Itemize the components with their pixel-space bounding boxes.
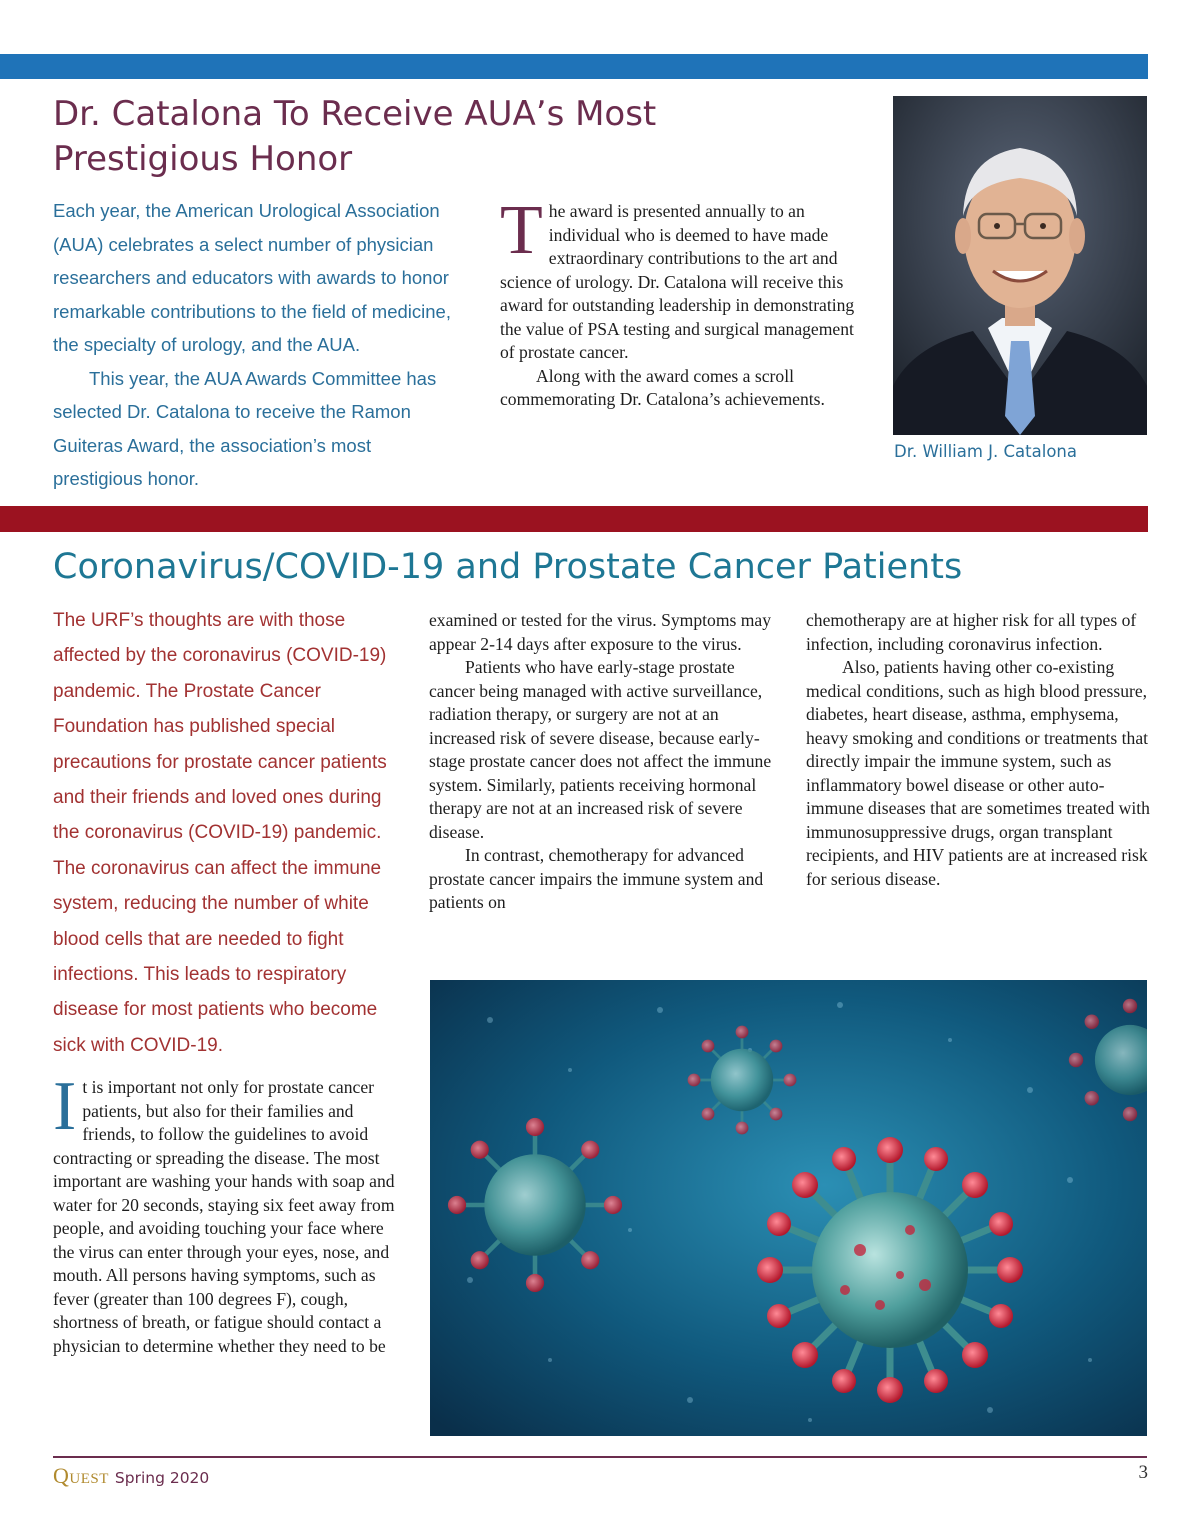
catalona-intro-paragraph-2: This year, the AUA Awards Committee has selected Dr. Catalona to receive the Ramon Guiteras Award, the association’s most prestigious honor.: [53, 367, 437, 489]
page-number: 3: [1138, 1462, 1148, 1483]
covid-column-3: [806, 609, 1151, 891]
covid-col2-paragraph-2: Patients who have early-stage prostate cancer being managed with active surveillance, radiation therapy, or surgery are not at an increased risk of severe disease, because early-stage prostate cancer does not affect the immune system. Similarly, patients receiving hormonal therapy are not at an increased risk of severe disease.: [429, 657, 772, 842]
issue-season: Spring 2020: [114, 1469, 210, 1487]
covid-col1-paragraph-1: [53, 1068, 398, 1358]
catalona-intro: [53, 194, 463, 496]
catalona-body-paragraph-2: Along with the award comes a scroll commemorating Dr. Catalona’s achievements.: [500, 365, 825, 409]
covid-column-2: [429, 609, 774, 915]
covid-column-1: [53, 1068, 398, 1358]
section-red-rule: [0, 506, 1148, 532]
covid-col1-text-1: t is important not only for prostate cancer patients, but also for their families and friends, to follow the guidelines to avoid contracting or spreading the disease. The most important are washing your hands with soap and water for 20 seconds, staying six feet away from people, and avoiding touching your face where the virus can enter through your eyes, nose, and mouth. All persons having symptoms, such as fever (greater than 100 degrees F), cough, shortness of breath, or fatigue should contact a physician to determine whether they need to be: [53, 1077, 395, 1356]
footer-publication: [53, 1463, 209, 1489]
quest-logo-cap: Q: [53, 1463, 70, 1488]
covid-col3-paragraph-2: Also, patients having other co-existing medical conditions, such as high blood pressure, diabetes, heart disease, asthma, emphysema, heavy smoking and conditions or treatments that directly impair the immune system, such as inflammatory bowel disease or other auto-immune diseases that are sometimes treated with immunosuppressive drugs, organ transplant recipients, and HIV patients are at increased risk for serious disease.: [806, 657, 1150, 889]
covid-intro-paragraph: The URF’s thoughts are with those affected by the coronavirus (COVID-19) pandemic. The Prostate Cancer Foundation has published special precautions for prostate cancer patients and their friends and loved ones during the coronavirus (COVID-19) pandemic. The coronavirus can affect the immune system, reducing the number of white blood cells that are needed to fight infections. This leads to respiratory disease for most patients who become sick with COVID-19.: [53, 610, 387, 1056]
quest-logo: [53, 1463, 109, 1488]
article-title-catalona: Dr. Catalona To Receive AUA’s Most Prestigious Honor: [53, 94, 657, 179]
covid-intro: [53, 603, 403, 1063]
catalona-body-paragraph-1: [500, 192, 860, 365]
covid-col2-paragraph-1: examined or tested for the virus. Symptoms may appear 2-14 days after exposure to the virus.: [429, 610, 772, 654]
drop-cap-t: T: [500, 192, 543, 269]
portrait-illustration: [893, 96, 1147, 435]
drop-cap-i: I: [53, 1068, 77, 1145]
portrait-caption: Dr. William J. Catalona: [894, 442, 1077, 461]
footer-rule: [53, 1456, 1147, 1458]
covid-col3-paragraph-1: chemotherapy are at higher risk for all types of infection, including coronavirus infection.: [806, 610, 1137, 654]
catalona-intro-paragraph-1: Each year, the American Urological Association (AUA) celebrates a select number of physician researchers and educators with awards to honor remarkable contributions to the field of medicine, the specialty of urology, and the AUA.: [53, 200, 451, 355]
article-title-covid: Coronavirus/COVID-19 and Prostate Cancer Patients: [53, 547, 963, 587]
covid-col2-paragraph-3: In contrast, chemotherapy for advanced prostate cancer impairs the immune system and patients on: [429, 845, 764, 912]
coronavirus-image: [430, 980, 1147, 1436]
quest-logo-rest: UEST: [69, 1471, 109, 1487]
top-blue-rule: [0, 54, 1148, 79]
coronavirus-illustration: [430, 980, 1147, 1436]
catalona-body-text-1: he award is presented annually to an individual who is deemed to have made extraordinary contributions to the art and science of urology. Dr. Catalona will receive this award for outstanding leadership in demonstrating the value of PSA testing and surgical management of prostate cancer.: [500, 201, 855, 362]
catalona-portrait: [893, 96, 1147, 435]
catalona-body: [500, 192, 860, 412]
